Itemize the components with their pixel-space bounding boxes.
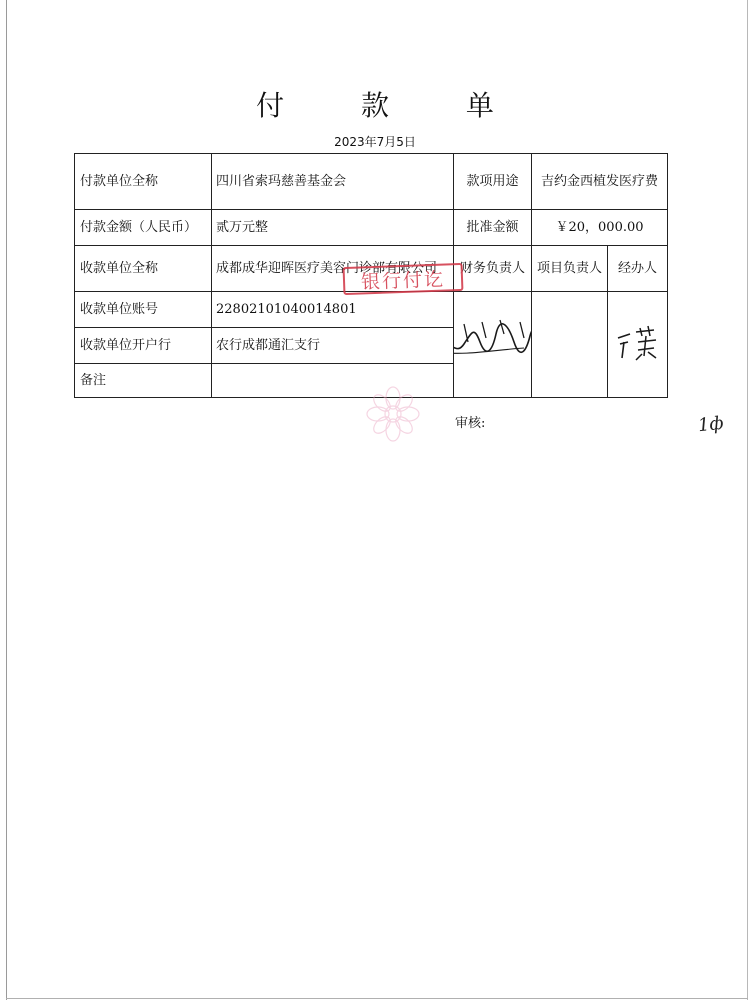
document-date: 2023年7月5日 <box>334 135 416 149</box>
payer-value: 四川省索玛慈善基金会 <box>212 154 454 210</box>
project-head-signature-cell <box>532 292 608 398</box>
margin-handwritten-mark: 1ф <box>696 412 725 437</box>
payer-label: 付款单位全称 <box>75 154 212 210</box>
handler-label: 经办人 <box>608 246 668 292</box>
payee-value: 成都成华迎晖医疗美容门诊部有限公司 <box>212 246 454 292</box>
page-edge-bottom <box>6 998 748 999</box>
amount-value: 贰万元整 <box>212 210 454 246</box>
purpose-value: 吉约金西植发医疗费 <box>532 154 668 210</box>
finance-head-label: 财务负责人 <box>454 246 532 292</box>
approved-amount-label: 批准金额 <box>454 210 532 246</box>
handler-signature <box>608 292 668 392</box>
account-label: 收款单位账号 <box>75 292 212 328</box>
purpose-label: 款项用途 <box>454 154 532 210</box>
document-title: 付 款 单 <box>256 89 528 122</box>
amount-label: 付款金额（人民币） <box>75 210 212 246</box>
handler-signature-cell <box>608 292 668 398</box>
table-row-amount <box>75 210 668 246</box>
table-row-account <box>75 292 668 328</box>
finance-head-signature <box>454 312 532 362</box>
audit-label: 审核: <box>455 416 486 431</box>
finance-head-signature-cell <box>454 292 532 398</box>
bank-label: 收款单位开户行 <box>75 328 212 364</box>
bank-paid-stamp: 银行付讫 <box>343 263 464 295</box>
flower-watermark-icon <box>364 384 422 444</box>
page-edge-right <box>747 0 748 1000</box>
payee-label: 收款单位全称 <box>75 246 212 292</box>
account-value: 22802101040014801 <box>212 292 454 328</box>
project-head-label: 项目负责人 <box>532 246 608 292</box>
approved-amount-value: ￥20，000.00 <box>532 210 668 246</box>
page-edge-left <box>6 0 7 1000</box>
table-row-payer <box>75 154 668 210</box>
bank-value: 农行成都通汇支行 <box>212 328 454 364</box>
remark-label: 备注 <box>75 364 212 398</box>
